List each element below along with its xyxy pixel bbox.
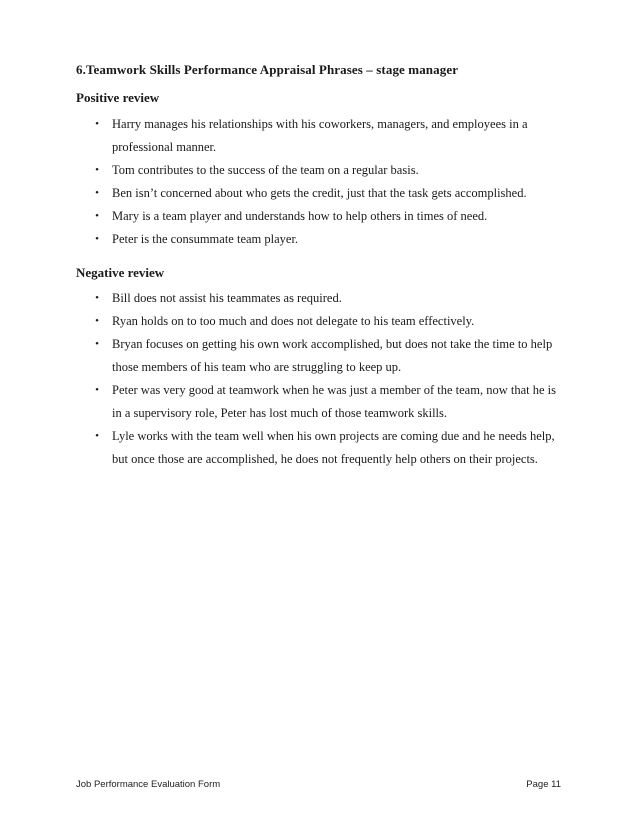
list-item-text: Ryan holds on to too much and does not delegate to his team effectively. — [112, 314, 475, 328]
negative-review-heading: Negative review — [76, 265, 165, 280]
bullet-icon: • — [95, 233, 99, 245]
list-item-text: Tom contributes to the success of the team on a regular basis. — [112, 163, 419, 177]
bullet-icon: • — [95, 315, 99, 327]
list-item-text: Lyle works with the team well when his own projects are coming due and he needs help, but once those are accomplished, he does not frequently help others on their projects. — [112, 429, 555, 466]
list-item-text: Peter is the consummate team player. — [112, 232, 299, 246]
bullet-icon: • — [95, 118, 99, 130]
list-item-text: Bill does not assist his teammates as required. — [112, 291, 342, 305]
list-item-text: Peter was very good at teamwork when he was just a member of the team, now that he is in a supervisory role, Peter has lost much of those teamwork skills. — [112, 383, 556, 420]
bullet-icon: • — [95, 164, 99, 176]
list-item — [92, 333, 562, 379]
list-item-text: Bryan focuses on getting his own work accomplished, but does not take the time to help those members of his team who are struggling to keep up. — [112, 337, 553, 374]
bullet-icon: • — [95, 384, 99, 396]
bullet-icon: • — [95, 187, 99, 199]
list-item-text: Ben isn’t concerned about who gets the credit, just that the task gets accomplished. — [112, 186, 527, 200]
bullet-icon: • — [95, 210, 99, 222]
bullet-icon: • — [95, 338, 99, 350]
list-item — [92, 228, 562, 251]
positive-review-list — [92, 113, 562, 251]
bullet-icon: • — [95, 430, 99, 442]
list-item — [92, 310, 562, 333]
list-item — [92, 182, 562, 205]
bullet-icon: • — [95, 292, 99, 304]
positive-review-heading: Positive review — [76, 90, 160, 105]
list-item — [92, 287, 562, 310]
footer-page-number: Page 11 — [526, 779, 561, 790]
page-title: 6.Teamwork Skills Performance Appraisal Phrases – stage manager — [76, 62, 459, 77]
list-item-text: Harry manages his relationships with his coworkers, managers, and employees in a professional manner. — [112, 117, 528, 154]
footer-form-name: Job Performance Evaluation Form — [76, 779, 221, 790]
negative-review-list — [92, 287, 562, 471]
list-item-text: Mary is a team player and understands how to help others in times of need. — [112, 209, 488, 223]
list-item — [92, 159, 562, 182]
list-item — [92, 205, 562, 228]
list-item — [92, 379, 562, 425]
list-item — [92, 425, 562, 471]
list-item — [92, 113, 562, 159]
